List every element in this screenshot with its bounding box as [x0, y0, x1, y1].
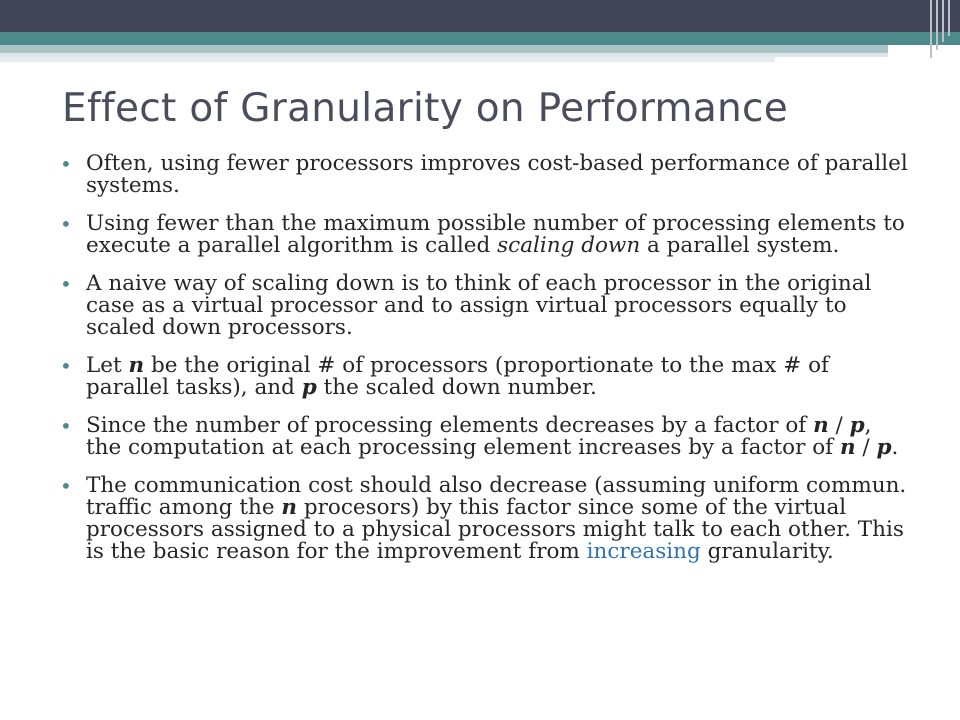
bullet-text: granularity. — [700, 539, 834, 564]
bullet-text: Often, using fewer processors improves cost-based performance of parallel systems. — [86, 151, 908, 198]
bullet-text: The communication cost should also decrease (assuming uniform commun. traffic among the — [86, 473, 907, 520]
header-decorative-lines — [918, 0, 960, 60]
bullet-icon: • — [60, 354, 72, 378]
decorative-line — [942, 0, 944, 42]
bullet-icon: • — [60, 212, 72, 236]
bullet-text: a parallel system. — [640, 233, 840, 258]
bullet-text: the scaled down number. — [316, 375, 597, 400]
bullet-text: Let — [86, 353, 129, 378]
bullet-icon: • — [60, 474, 72, 498]
header-faint-band — [0, 57, 775, 62]
header-light-band — [0, 45, 888, 53]
variable-p: p — [301, 375, 317, 400]
slide-title: Effect of Granularity on Performance — [62, 86, 789, 131]
decorative-line — [930, 0, 932, 58]
bullet-text: / — [855, 435, 877, 460]
variable-n: n — [839, 435, 856, 460]
bullet-text: Using fewer than the maximum possible number of processing elements to execute a parallel algorithm is called — [86, 211, 905, 258]
variable-n: n — [813, 413, 829, 438]
bullet-text: . — [891, 435, 899, 460]
bullet-list — [60, 153, 910, 579]
bullet-item — [60, 355, 910, 399]
bullet-item — [60, 153, 910, 197]
bullet-text: A naive way of scaling down is to think of each processor in the original case as a virtual processor and to assign virtual processors equally to scaled down processors. — [86, 271, 872, 340]
header-dark-band — [0, 0, 960, 32]
bullet-text: procesors) by this factor since some of the virtual processors assigned to a physical processors might talk to each other. This is the basic reason for the improvement from — [86, 495, 904, 564]
bullet-item — [60, 475, 910, 563]
bullet-item — [60, 273, 910, 339]
bullet-text: Since the number of processing elements decreases by a factor of — [86, 413, 814, 438]
bullet-icon: • — [60, 414, 72, 438]
bullet-text: / — [828, 413, 850, 438]
bullet-text: , the computation at each processing element increases by a factor of — [86, 413, 872, 460]
decorative-line — [936, 0, 938, 50]
bullet-icon: • — [60, 152, 72, 176]
variable-p: p — [876, 435, 892, 460]
bullet-item — [60, 415, 910, 459]
variable-p: p — [849, 413, 865, 438]
emphasis-text: scaling down — [497, 233, 641, 258]
bullet-text: be the original # of processors (proportionate to the max # of parallel tasks), and — [86, 353, 829, 400]
bullet-item — [60, 213, 910, 257]
variable-n: n — [281, 495, 298, 520]
highlighted-text: increasing — [586, 539, 701, 564]
variable-n: n — [128, 353, 145, 378]
header-teal-band — [0, 32, 960, 45]
decorative-line — [948, 0, 950, 36]
bullet-icon: • — [60, 272, 72, 296]
